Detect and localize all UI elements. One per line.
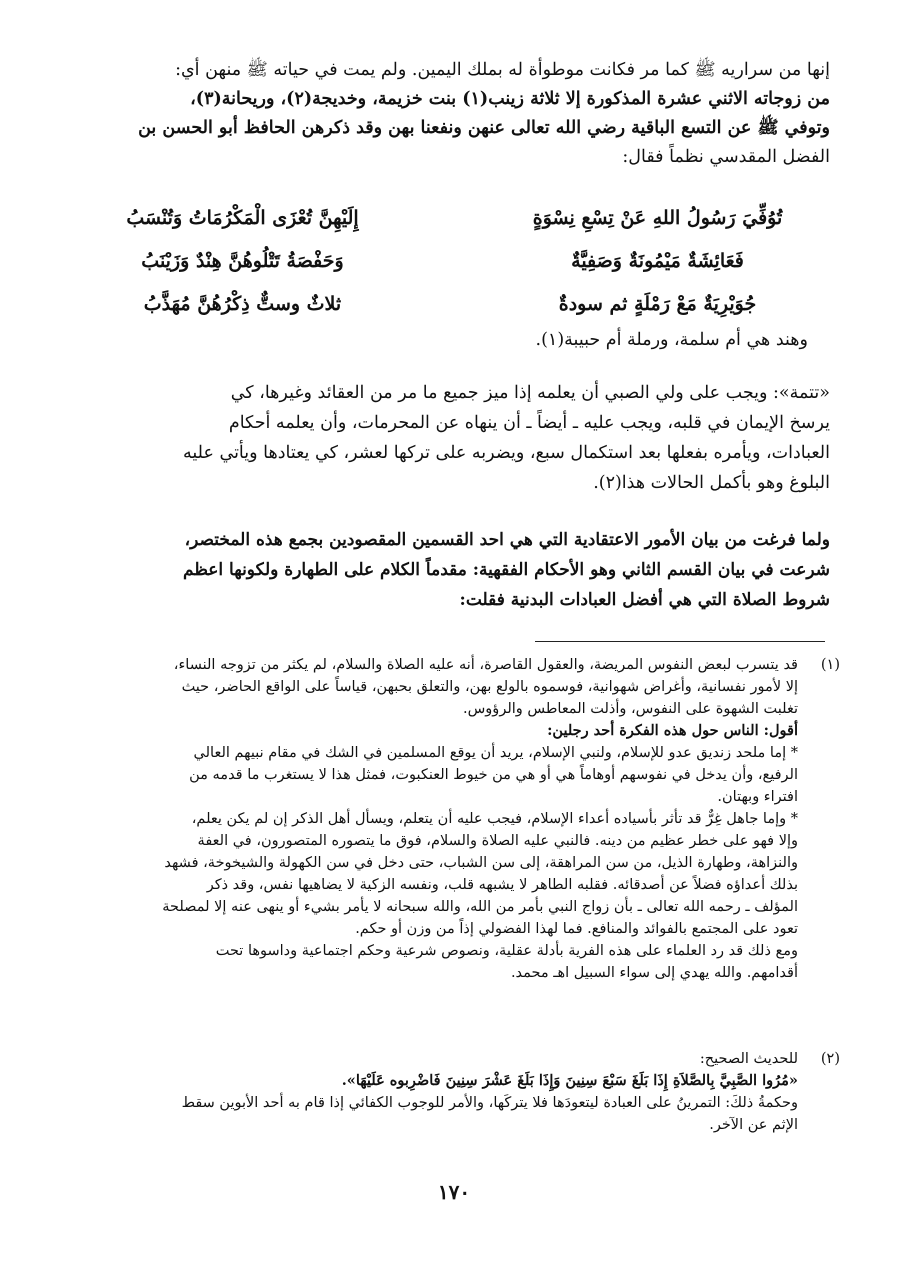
- text-line: البلوغ وهو بأكمل الحالات هذا(٢).: [593, 473, 830, 493]
- footnote-line: تعود على المجتمع بالفوائد والمنافع. فما لهذا الفضولي إذاً من وزن أو حكم.: [355, 921, 798, 937]
- poem-hemistich-left: وَحَفْصَةُ تَتْلُوهُنَّ هِنْدٌ وَزَيْنَبُ: [141, 249, 344, 272]
- poem-hemistich-right: جُوَيْرِيَةٌ مَعْ رَمْلَةٍ ثم سودةٌ: [558, 292, 757, 315]
- text-line: يرسخ الإيمان في قلبه، ويجب عليه ـ أيضاً ـ أن ينهاه عن المحرمات، وأن يعلمه أحكام: [228, 413, 830, 433]
- text-line: شروط الصلاة التي هي أفضل العبادات البدنية فقلت:: [459, 590, 830, 610]
- footnote-line: والنزاهة، وطهارة الذيل، من سن المراهقة، إلى سن الشباب، حتى دخل في سن الكهولة والشيخوخة، فشهد: [164, 855, 798, 871]
- transition-paragraph: [70, 525, 830, 615]
- text-line: وتوفي ﷺ عن التسع الباقية رضي الله تعالى عنهن ونفعنا بهن وقد ذكرهن الحافظ أبو الحسن بن: [138, 118, 830, 138]
- footnote-line: ومع ذلك قد رد العلماء على هذه الفرية بأدلة عقلية، ونصوص شرعية وحكم اجتماعية وداسوها تحت: [215, 943, 798, 959]
- hadith-quote: «مُرُوا الصَّبِيَّ بِالصَّلاَةِ إِذَا بَلَغَ سَبْعَ سِنِينَ وَإِذَا بَلَغَ عَشْرَ سِنِينَ فَاضْرِبوه عَلَيْهَا».: [341, 1072, 798, 1089]
- text-line: «تتمة»: ويجب على ولي الصبي أن يعلمه إذا ميز جميع ما مر من العقائد وغيرها، كي: [230, 383, 830, 403]
- poem-hemistich-right: تُوُفِّيَ رَسُولُ اللهِ عَنْ تِسْعِ نِسْوَةٍ: [532, 206, 783, 229]
- footnote-line: وإلا فهو على خطر عظيم من دينه. فالنبي عليه الصلاة والسلام، فوق ما يتصوره المتصورون، في العفة: [197, 833, 798, 849]
- footnote-line: الرفيع، وأن يدخل في نفوسهم أوهاماً هي أو هي من خيوط العنكبوت، فمثل هذا لا يستغرب ما قدمه من: [189, 767, 798, 783]
- poem-note: وهند هي أم سلمة، ورملة أم حبيبة(١).: [535, 330, 808, 350]
- page-number: ١٧٠: [437, 1180, 471, 1204]
- footnote-line: الإثم عن الآخر.: [709, 1117, 798, 1133]
- footnote-line: تغلبت الشهوة على النفوس، وأذلت المعاطس والرؤوس.: [463, 701, 798, 717]
- poem-hemistich-right: فَعَائِشَةٌ مَيْمُونَةٌ وَصَفِيَّةٌ: [571, 249, 744, 272]
- text-line: العبادات، ويأمره بفعلها بعد استكمال سبع، ويضربه على تركها لعشر، كي يعتادها ويأتي عليه: [183, 443, 830, 463]
- footnote-line: أقدامهم. والله يهدي إلى سواء السبيل اهـ محمد.: [510, 965, 798, 981]
- footnote-line: * إما ملحد زنديق عدو للإسلام، ولنبي الإسلام، يريد أن يوقع المسلمين في الشك في مقام نبيهم العالي: [193, 745, 798, 761]
- text-line: إنها من سراريه ﷺ كما مر فكانت موطوأة له بملك اليمين. ولم يمت في حياته ﷺ منهن أي:: [175, 60, 830, 80]
- footnote-line: أقول: الناس حول هذه الفكرة أحد رجلين:: [547, 722, 798, 739]
- poem-verse: [70, 196, 830, 239]
- text-line: شرعت في بيان القسم الثاني وهو الأحكام الفقهية: مقدماً الكلام على الطهارة ولكونها اعظم: [183, 560, 830, 580]
- poem-hemistich-left: إِلَيْهِنَّ تُعْزَى الْمَكْرُمَاتُ وَتُنْسَبُ: [126, 206, 359, 229]
- poem: [70, 196, 830, 325]
- footnote-number: (١): [820, 657, 840, 673]
- poem-hemistich-left: ثلاثٌ وستٌّ ذِكْرُهُنَّ مُهَذَّبُ: [143, 292, 342, 315]
- footnote-line: بذلك أعداؤه فضلاً عن أصدقائه. فقلبه الطاهر لا يشبهه قلب، ونفسه الزكية لا يضاهيها نفس، وقد ذكر: [206, 877, 798, 893]
- footnote-line: * وإما جاهل غِرٌّ قد تأثر بأسياده أعداء الإسلام، فيجب عليه أن يتعلم، ويسأل أهل الذكر إن لم يكن يعلم،: [191, 811, 798, 827]
- footnote-line: وحكمةُ ذلكَ: التمرينُ على العبادة ليتعودَها فلا يتركَها، والأمر للوجوب الكفائي إذا قام به أحد الأبوين سقط: [181, 1095, 798, 1111]
- footnote-line: إلا لأمور نفسانية، وأغراض شهوانية، فوسموه بالولع بهن، والتعلق بحبهن، قياساً على الواقع الحاضر، حيث: [181, 679, 798, 695]
- footnote-1: [68, 654, 840, 984]
- text-line: الفضل المقدسي نظماً فقال:: [622, 147, 830, 167]
- footnote-number: (٢): [820, 1051, 840, 1067]
- footnote-line: افتراء وبهتان.: [717, 789, 798, 805]
- footnote-divider: [535, 641, 825, 642]
- footnote-line: للحديث الصحيح:: [699, 1051, 798, 1067]
- text-line: من زوجاته الاثني عشرة المذكورة إلا ثلاثة زينب(١) بنت خزيمة، وخديجة(٢)، وريحانة(٣)،: [190, 89, 830, 109]
- poem-verse: [70, 239, 830, 282]
- footnote-line: قد يتسرب لبعض النفوس المريضة، والعقول القاصرة، أنه عليه الصلاة والسلام، لم يكثر من تزوجه النساء،: [173, 657, 798, 673]
- footnote-line: المؤلف ـ رحمه الله تعالى ـ بأن زواج النبي بأمر من الله، والله سبحانه لا يأمر بشيء أو ينهى عنه إلا لمصلحة: [162, 899, 798, 915]
- tatimma-paragraph: [70, 378, 830, 498]
- poem-verse: [70, 282, 830, 325]
- footnote-2: [68, 1048, 840, 1136]
- intro-paragraph: [70, 56, 830, 172]
- text-line: ولما فرغت من بيان الأمور الاعتقادية التي هي احد القسمين المقصودين بجمع هذه المختصر،: [184, 530, 830, 550]
